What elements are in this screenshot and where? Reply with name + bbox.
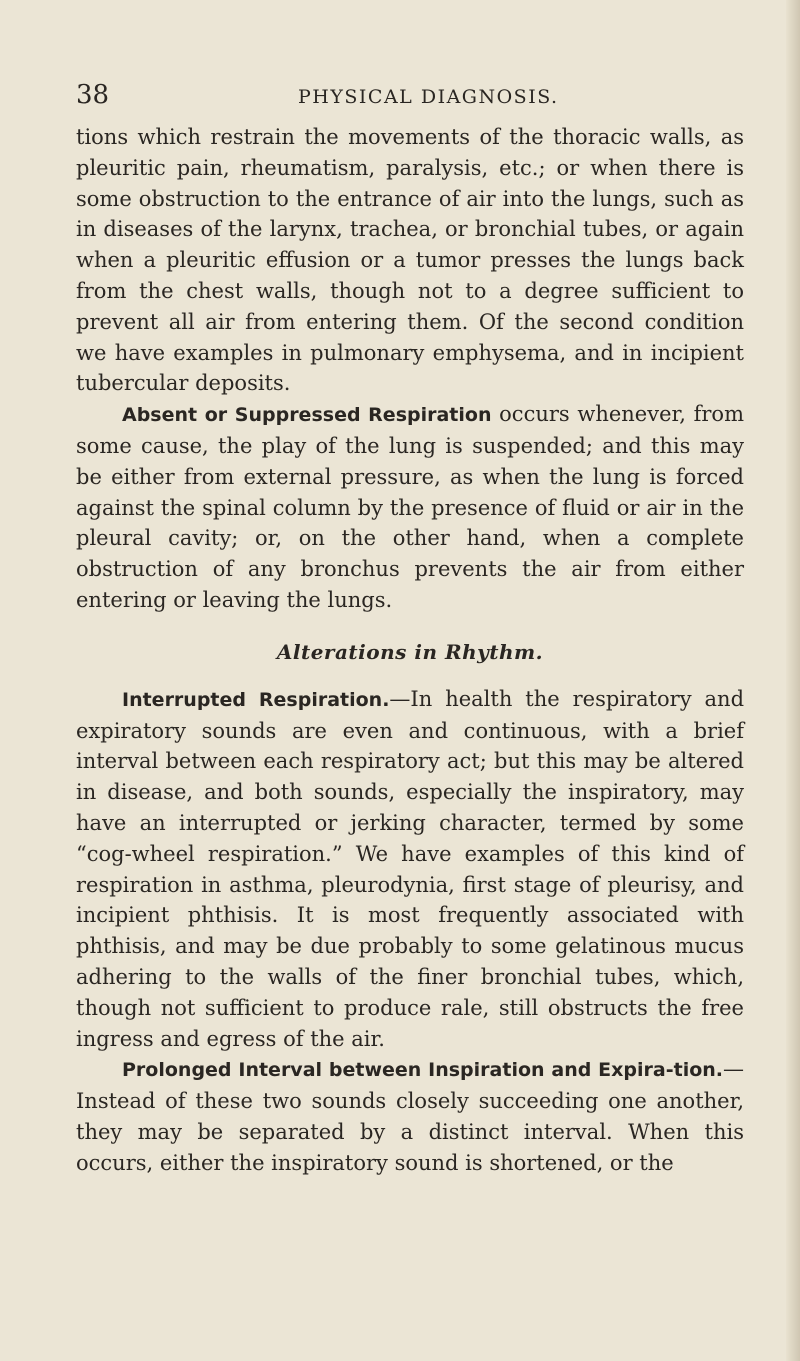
section-title-text: Alterations in Rhythm. xyxy=(276,639,544,664)
paragraph-lead-absent-respiration: Absent or Suppressed Respiration xyxy=(122,404,492,427)
paragraph-absent-respiration xyxy=(76,399,744,616)
page-edge-shadow xyxy=(786,0,800,1361)
paragraph-text-interrupted-respiration: —In health the respiratory and expiratory sounds are even and continuous, with a brief interval between each respiratory act; but this may be altered in disease, and both sounds, especially the inspiratory, may have an interrupted or jerking character, termed by some “cog-wheel respiration.” We have examples of this kind of respiration in asthma, pleurodynia, first stage of pleurisy, and incipient phthisis. It is most frequently associated with phthisis, and may be due probably to some gelatinous mucus adhering to the walls of the finer bronchial tubes, which, though not sufficient to produce rale, still obstructs the free ingress and egress of the air. xyxy=(76,686,745,1051)
paragraph-lead-prolonged-interval: Prolonged Interval between Inspiration and Expira-tion. xyxy=(122,1059,723,1082)
paragraph-lead-interrupted-respiration: Interrupted Respiration. xyxy=(122,688,390,711)
page-header xyxy=(76,80,756,110)
body-text xyxy=(76,122,744,1179)
page-number: 38 xyxy=(76,80,110,110)
running-head: PHYSICAL DIAGNOSIS. xyxy=(298,86,559,108)
paragraph-interrupted-respiration xyxy=(76,684,744,1055)
paragraph-prolonged-interval xyxy=(76,1054,744,1178)
section-title xyxy=(76,640,744,664)
paragraph-continuation: tions which restrain the movements of the thoracic walls, as pleuritic pain, rheumatism, paralysis, etc.; or when there is some obstruction to the entrance of air into the lungs, such as in diseases of the larynx, trachea, or bronchial tubes, or again when a pleuritic effusion or a tumor presses the lungs back from the chest walls, though not to a degree sufficient to prevent all air from entering them. Of the second condition we have examples in pulmonary emphysema, and in incipient tubercular deposits. xyxy=(76,125,744,396)
paragraph-text-prolonged-interval: —Instead of these two sounds closely succeeding one another, they may be separated by a distinct interval. When this occurs, either the inspiratory sound is shortened, or the xyxy=(76,1057,744,1175)
paragraph-text-absent-respiration: occurs whenever, from some cause, the play of the lung is suspended; and this may be either from external pressure, as when the lung is forced against the spinal column by the presence of fluid or air in the pleural cavity; or, on the other hand, when a complete obstruction of any bronchus prevents the air from either entering or leaving the lungs. xyxy=(76,402,744,612)
